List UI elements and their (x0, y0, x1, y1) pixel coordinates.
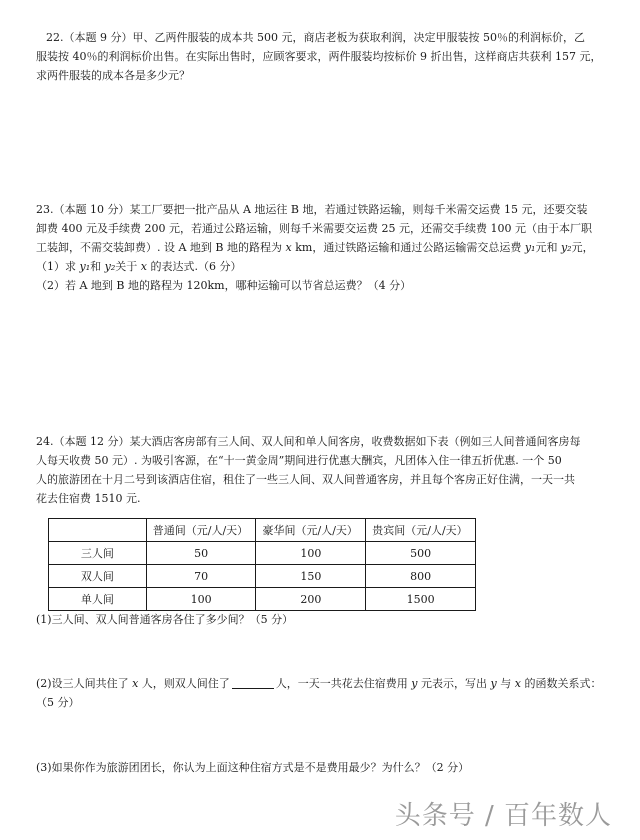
q24-part-2-b: 人，则双人间住了 (138, 677, 230, 690)
q23-part-2: （2）若 A 地到 B 地的路程为 120km，哪种运输可以节省总运费？（4 分） (36, 279, 412, 292)
table-cell: 150 (256, 565, 366, 588)
q24-line-3: 人的旅游团在十月二号到该酒店住宿，租住了一些三人间、双人间普通客房，并且每个客房正好住满，一天一共 (36, 473, 575, 486)
q23-part-1-b: 和 (90, 260, 105, 273)
q23-part-1-d: 的表达式.（6 分） (146, 260, 242, 273)
watermark: 头条号 / 百年数人 (394, 801, 612, 831)
q23-line-3-b: km，通过铁路运输和通过公路运输需交总运费 (291, 241, 525, 254)
table-cell: 70 (146, 565, 256, 588)
q24-part-2-a: (2)设三人间共住了 (36, 677, 133, 690)
q24-part-1: (1)三人间、双人间普通客房各住了多少间？（5 分） (36, 613, 294, 626)
table-cell: 500 (366, 542, 476, 565)
table-cell: 100 (256, 542, 366, 565)
table-cell: 50 (146, 542, 256, 565)
q23-part-1-c: 关于 (115, 260, 141, 273)
var-x: x (285, 241, 292, 254)
var-x: x (132, 677, 139, 690)
q24-part-2-d: 元表示，写出 (417, 677, 491, 690)
table-row (49, 565, 476, 588)
q23-line-1: 23.（本题 10 分）某工厂要把一批产品从 A 地运往 B 地，若通过铁路运输，则每千米需交运费 15 元，还要交装 (36, 203, 588, 216)
table-row-head: 三人间 (49, 542, 147, 565)
table-cell: 100 (146, 588, 256, 611)
var-y1: y₁ (79, 260, 91, 273)
table-header-cell: 贵宾间（元/人/天） (366, 519, 476, 542)
table-header-row (49, 519, 476, 542)
room-fee-table (48, 518, 476, 611)
q23-part-1 (36, 257, 606, 276)
q24-part-2-score: （5 分） (36, 696, 80, 709)
q23-line-3-d: 元， (571, 241, 594, 254)
var-y2: y₂ (104, 260, 116, 273)
table-header-cell (49, 519, 147, 542)
q24-part-2 (36, 674, 606, 693)
q22-line-1 (36, 28, 606, 47)
q24-part-2-f: 的函数关系式： (520, 677, 602, 690)
q24-line-1: 24.（本题 12 分）某大酒店客房部有三人间、双人间和单人间客房，收费数据如下表（例如三人间普通间客房每 (36, 435, 581, 448)
question-24 (36, 432, 606, 508)
q23-line-2: 卸费 400 元及手续费 200 元，若通过公路运输，则每千米需要交运费 25 元，还需交手续费 100 元（由于本厂职 (36, 222, 592, 235)
var-y: y (411, 677, 418, 690)
table-cell: 1500 (366, 588, 476, 611)
q24-line-2: 人每天收费 50 元）. 为吸引客源，在“十一黄金周”期间进行优惠大酬宾，凡团体入住一律五折优惠. 一个 50 (36, 454, 562, 467)
table-row (49, 588, 476, 611)
q23-line-3 (36, 238, 606, 257)
q24-part-1-block (36, 610, 606, 629)
q24-part-3-block (36, 758, 606, 777)
var-y1: y₁ (524, 241, 536, 254)
q22-line-1-text: 22.（本题 9 分）甲、乙两件服装的成本共 500 元，商店老板为获取利润，决定甲服装按 50％的利润标价，乙 (46, 31, 585, 44)
answer-blank[interactable] (232, 676, 274, 689)
q24-part-2-c: 人，一天一共花去住宿费用 (275, 677, 412, 690)
q22-line-2: 服装按 40％的利润标价出售。在实际出售时，应顾客要求，两件服装均按标价 9 折出售，这样商店共获利 157 元， (36, 50, 602, 63)
question-22 (36, 28, 606, 85)
table-row-head: 单人间 (49, 588, 147, 611)
q22-line-3: 求两件服装的成本各是多少元？ (36, 69, 190, 82)
var-y2: y₂ (560, 241, 572, 254)
table-cell: 200 (256, 588, 366, 611)
table-row-head: 双人间 (49, 565, 147, 588)
table-row (49, 542, 476, 565)
q23-line-3-c: 元和 (535, 241, 561, 254)
q23-part-1-a: （1）求 (36, 260, 80, 273)
question-23 (36, 200, 606, 295)
q24-line-4: 花去住宿费 1510 元. (36, 492, 141, 505)
table-cell: 800 (366, 565, 476, 588)
q24-part-2-e: 与 (496, 677, 515, 690)
q24-part-3: (3)如果你作为旅游团团长，你认为上面这种住宿方式是不是费用最少？为什么？（2 分） (36, 761, 470, 774)
table-header-cell: 普通间（元/人/天） (146, 519, 256, 542)
q23-line-3-a: 工装卸，不需交装卸费）. 设 A 地到 B 地的路程为 (36, 241, 286, 254)
q24-part-2-block (36, 674, 606, 712)
var-y: y (490, 677, 497, 690)
table-header-cell: 豪华间（元/人/天） (256, 519, 366, 542)
var-x: x (514, 677, 521, 690)
var-x: x (140, 260, 147, 273)
